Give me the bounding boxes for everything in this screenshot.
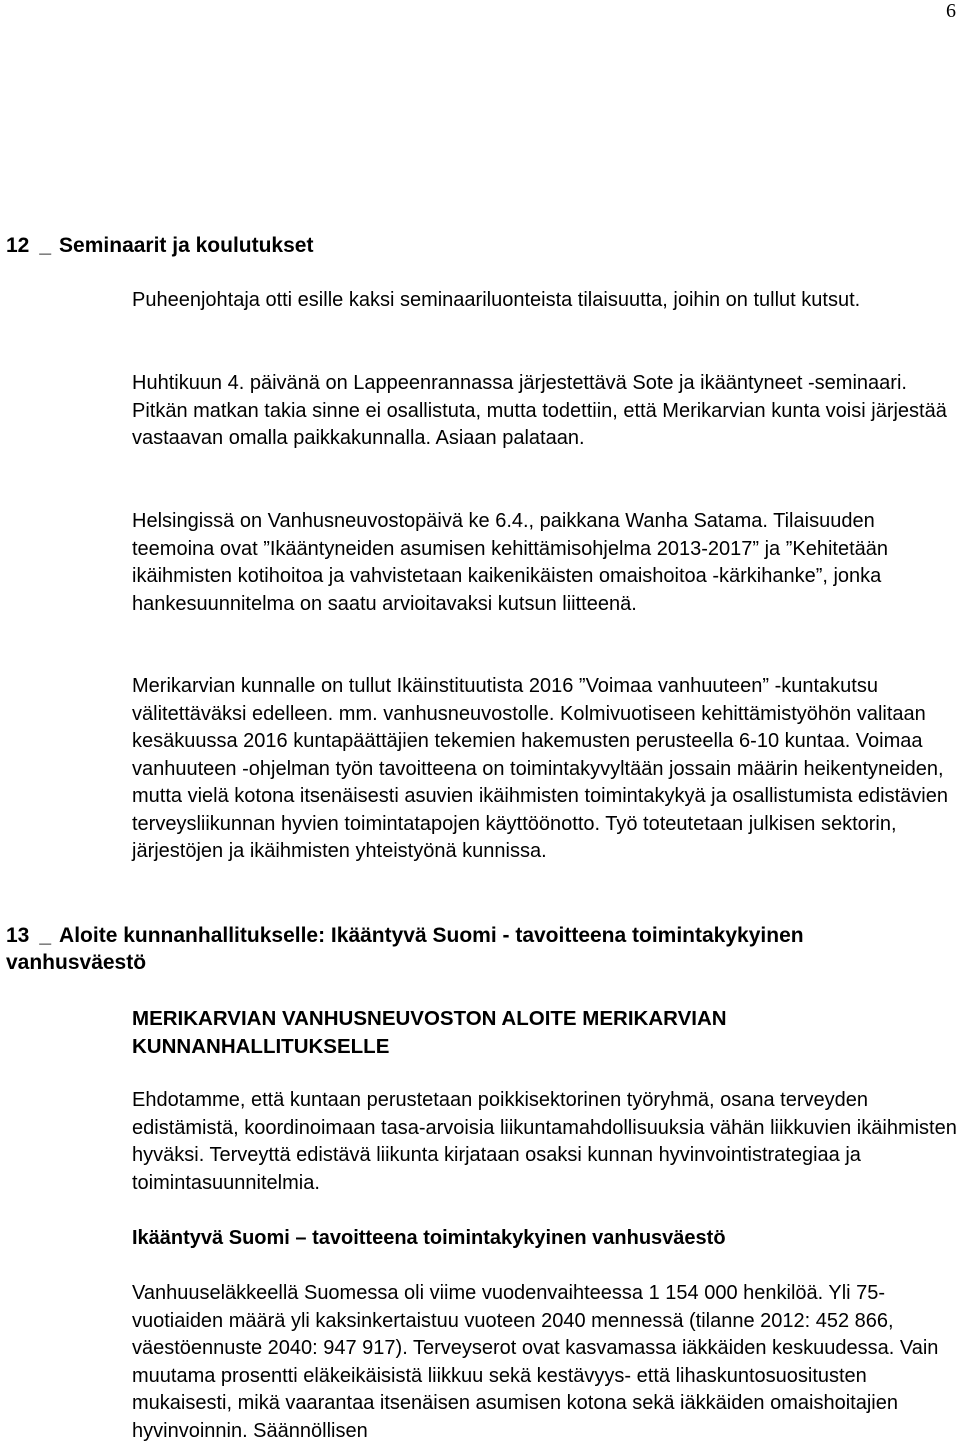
section-12-paragraph-1: Puheenjohtaja otti esille kaksi seminaariluonteista tilaisuutta, joihin on tullut kutsut.: [132, 289, 861, 311]
section-12-number: 12: [6, 234, 30, 257]
section-12-mark: _: [39, 234, 52, 257]
section-12-paragraph-4: Merikarvian kunnalle on tullut Ikäinstituutista 2016 ”Voimaa vanhuuteen” -kuntakutsu välitettäväksi edelleen. mm. vanhusneuvostolle. Kolmivuotiseen kehittämistyöhön valitaan kesäkuussa 2016 kuntapäättäjien tekemien hakemusten perusteella 6-10 kuntaa. Voimaa vanhuuteen -ohjelman työn tavoitteena on toimintakyvyltään jossain määrin heikentyneiden, mutta vielä kotona itsenäisesti asuvien ikäihmisten toimintakykyä ja osallistumista edistävien terveysliikunnan hyvien toimintatapojen käyttöönotto. Työ toteutetaan julkisen sektorin, järjestöjen ja ikäihmisten yhteistyönä kunnissa.: [132, 675, 948, 862]
section-13-title: Aloite kunnanhallitukselle: Ikääntyvä Suomi - tavoitteena toimintakykyinen vanhusväestö: [6, 924, 804, 974]
section-13-number: 13: [6, 924, 30, 947]
section-12-paragraph-3: Helsingissä on Vanhusneuvostopäivä ke 6.4., paikkana Wanha Satama. Tilaisuuden teemoina ovat ”Ikääntyneiden asumisen kehittämisohjelma 2013-2017” ja ”Kehitetään ikäihmisten kotihoitoa ja vahvistetaan kaikenikäisten omaishoitoa -kärkihanke”, jonka hankesuunnitelma on saatu arvioitavaksi kutsun liitteenä.: [132, 510, 889, 615]
initiative-title: MERIKARVIAN VANHUSNEUVOSTON ALOITE MERIKARVIAN KUNNANHALLITUKSELLE: [132, 1007, 727, 1058]
subheading-ikaantyva-suomi: Ikääntyvä Suomi – tavoitteena toimintakykyinen vanhusväestö: [132, 1227, 726, 1249]
section-12-title: Seminaarit ja koulutukset: [59, 234, 314, 257]
section-13-mark: _: [39, 924, 52, 947]
section-13-paragraph-1: Ehdotamme, että kuntaan perustetaan poikkisektorinen työryhmä, osana terveyden edistämistä, koordinoimaan tasa-arvoisia liikuntamahdollisuuksia vähän liikkuvien ikäihmisten hyväksi. Terveyttä edistävä liikunta kirjataan osaksi kunnan hyvinvointistrategiaa ja toimintasuunnitelmia.: [132, 1089, 957, 1194]
section-12-paragraph-2: Huhtikuun 4. päivänä on Lappeenrannassa järjestettävä Sote ja ikääntyneet -seminaari. Pitkän matkan takia sinne ei osallistuta, mutta todettiin, että Merikarvian kunta voisi järjestää vastaavan omalla paikkakunnalla. Asiaan palataan.: [132, 372, 947, 449]
section-12-heading: [6, 232, 940, 259]
section-13-paragraph-2: Vanhuuseläkkeellä Suomessa oli viime vuodenvaihteessa 1 154 000 henkilöä. Yli 75-vuotiaiden määrä yli kaksinkertaistuu vuoteen 2040 mennessä (tilanne 2012: 452 866, väestöennuste 2040: 947 917). Terveyserot ovat kasvamassa iäkkäiden keskuudessa. Vain muutama prosentti eläkeikäisistä liikkuu sekä kestävyys- että lihaskuntosuositusten mukaisesti, mikä vaarantaa itsenäisen asumisen kotona sekä iäkkäiden omaishoitajien hyvinvoinnin. Säännöllisen: [132, 1282, 939, 1442]
page-number: 6: [946, 0, 956, 22]
section-13-heading: [6, 922, 940, 976]
